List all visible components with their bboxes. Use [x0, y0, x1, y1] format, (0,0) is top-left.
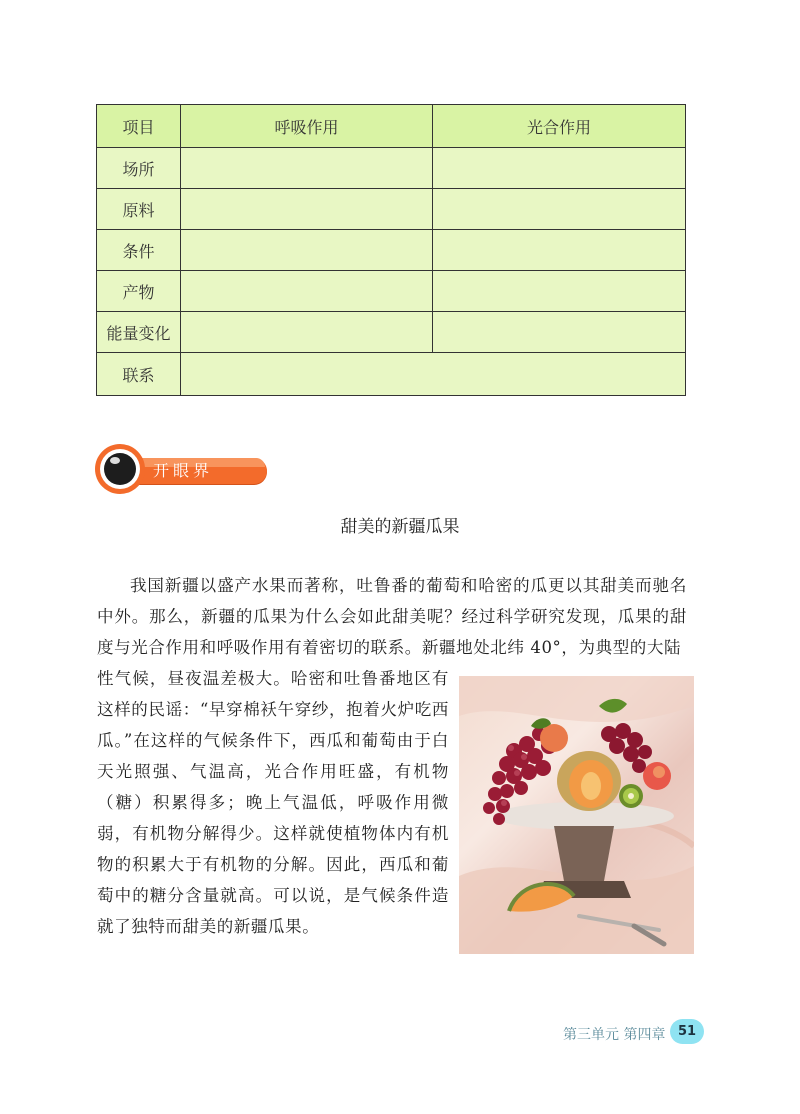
table-row	[97, 189, 686, 230]
table-cell	[433, 189, 686, 230]
table-cell	[181, 271, 433, 312]
table-cell	[433, 271, 686, 312]
table-header-row	[97, 105, 686, 148]
row-label-energy-change: 能量变化	[97, 312, 181, 353]
fruit-bowl-photo	[459, 676, 694, 954]
table-cell	[433, 148, 686, 189]
row-label-location: 场所	[97, 148, 181, 189]
table-row	[97, 312, 686, 353]
table-cell-merged	[181, 353, 686, 396]
table-row	[97, 353, 686, 396]
row-label-relation: 联系	[97, 353, 181, 396]
table-cell	[433, 230, 686, 271]
comparison-table	[96, 104, 686, 396]
article-paragraph-intro: 我国新疆以盛产水果而著称，吐鲁番的葡萄和哈密的瓜更以其甜美而驰名中外。那么，新疆的瓜果为什么会如此甜美呢？经过科学研究发现，瓜果的甜度与光合作用和呼吸作用有着密切的联系。新疆地处北纬 40°，为典型的大陆	[97, 576, 687, 657]
table-header-photosynthesis: 光合作用	[433, 105, 686, 148]
table-cell	[181, 230, 433, 271]
row-label-conditions: 条件	[97, 230, 181, 271]
table-header-respiration: 呼吸作用	[181, 105, 433, 148]
table-cell	[181, 148, 433, 189]
section-badge	[95, 444, 270, 496]
page-number: 51	[670, 1019, 704, 1044]
article-paragraph-continued: 性气候，昼夜温差极大。哈密和吐鲁番地区有这样的民谣：“早穿棉袄午穿纱，抱着火炉吃西瓜。”在这样的气候条件下，西瓜和葡萄由于白天光照强、气温高，光合作用旺盛，有机物（糖）积累得多；晚上气温低，呼吸作用微弱，有机物分解得少。这样就使植物体内有机物的积累大于有机物的分解。因此，西瓜和葡萄中的糖分含量就高。可以说，是气候条件造就了独特而甜美的新疆瓜果。	[97, 669, 449, 936]
table-row	[97, 148, 686, 189]
article-title: 甜美的新疆瓜果	[340, 517, 460, 537]
table-row	[97, 230, 686, 271]
table-header-item: 项目	[97, 105, 181, 148]
fruit-illustration	[459, 676, 694, 954]
table-cell	[181, 312, 433, 353]
row-label-products: 产物	[97, 271, 181, 312]
eye-icon-shine	[110, 457, 120, 464]
table-row	[97, 271, 686, 312]
eye-icon-pupil	[104, 453, 136, 485]
badge-label: 开眼界	[153, 461, 214, 480]
footer-chapter: 第三单元 第四章	[563, 1027, 666, 1043]
table-cell	[181, 189, 433, 230]
table-cell	[433, 312, 686, 353]
row-label-materials: 原料	[97, 189, 181, 230]
